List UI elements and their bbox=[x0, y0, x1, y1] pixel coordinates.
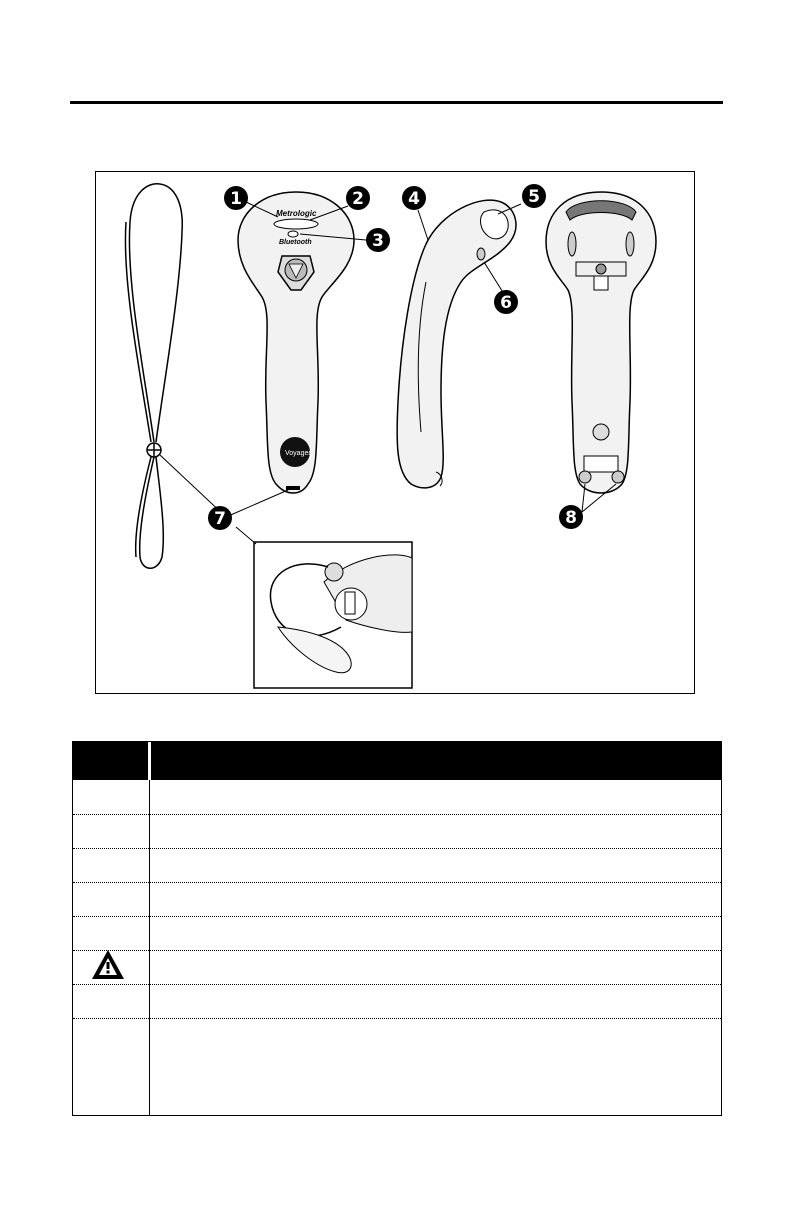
svg-text:7: 7 bbox=[214, 509, 226, 529]
svg-text:4: 4 bbox=[408, 189, 420, 209]
bluetooth-label: Bluetooth bbox=[279, 239, 312, 246]
callout-2 bbox=[346, 186, 370, 210]
lanyard-attachment-inset bbox=[254, 542, 412, 688]
voyager-badge: Voyager bbox=[285, 450, 311, 457]
callout-1 bbox=[224, 186, 248, 210]
brand-label: Metrologic bbox=[276, 209, 317, 218]
header-rule bbox=[70, 101, 723, 104]
svg-text:3: 3 bbox=[372, 231, 384, 251]
callout-5 bbox=[522, 184, 546, 208]
callout-3 bbox=[366, 228, 390, 252]
table-header bbox=[73, 742, 721, 780]
component-table bbox=[72, 741, 722, 1116]
callout-6 bbox=[494, 290, 518, 314]
callout-8 bbox=[559, 505, 583, 529]
svg-text:8: 8 bbox=[565, 508, 577, 528]
callout-4 bbox=[402, 186, 426, 210]
scanner-illustration bbox=[95, 171, 695, 694]
callout-7 bbox=[208, 506, 232, 530]
lanyard-strap bbox=[125, 184, 182, 568]
scanner-back-view bbox=[546, 192, 656, 493]
header-item bbox=[86, 751, 138, 771]
warning-triangle-icon bbox=[90, 948, 126, 982]
svg-text:6: 6 bbox=[500, 293, 512, 313]
scanner-side-view bbox=[397, 200, 516, 488]
svg-text:1: 1 bbox=[230, 189, 242, 209]
svg-text:2: 2 bbox=[352, 189, 364, 209]
header-description bbox=[386, 751, 486, 771]
svg-text:5: 5 bbox=[528, 187, 540, 207]
